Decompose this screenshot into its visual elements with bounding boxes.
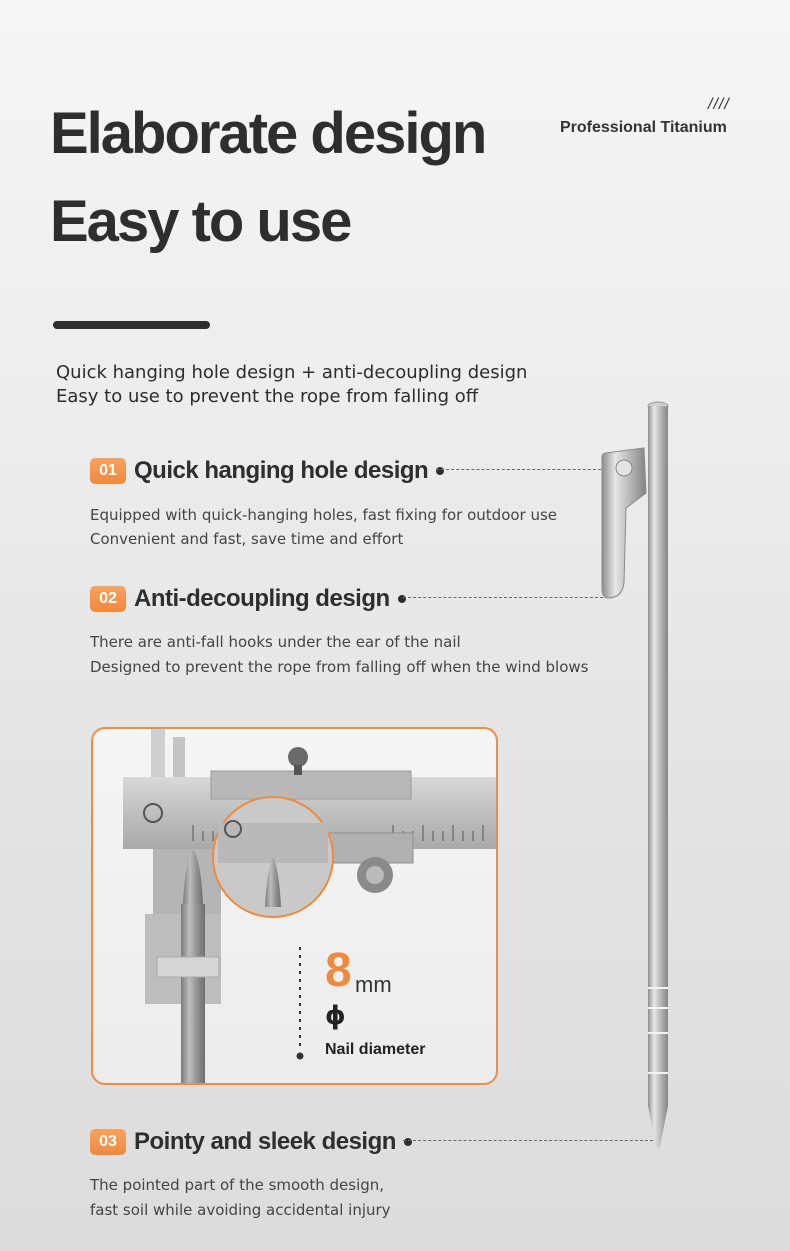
pointed-tip	[648, 1106, 668, 1148]
nail-shaft	[181, 904, 205, 1085]
thumb-screw	[288, 747, 308, 767]
jaw-tip	[151, 729, 165, 779]
feature-title: Anti-decoupling design	[134, 585, 390, 612]
feature-01-desc-line1: Equipped with quick-hanging holes, fast fixing for outdoor use	[90, 506, 558, 524]
leader-line	[436, 469, 606, 470]
leader-line	[403, 597, 608, 598]
feature-03-desc-line1: The pointed part of the smooth design,	[90, 1176, 385, 1194]
feature-02-heading	[90, 585, 406, 613]
measure-dot	[297, 1053, 304, 1060]
feature-number-badge: 01	[90, 458, 126, 484]
intro-line1: Quick hanging hole design + anti-decoupling design	[56, 362, 528, 383]
diameter-symbol: ϕ	[325, 1001, 346, 1031]
feature-02-desc-line1: There are anti-fall hooks under the ear of the nail	[90, 633, 461, 651]
feature-03-desc-line2: fast soil while avoiding accidental injury	[90, 1201, 391, 1219]
diameter-unit: mm	[355, 972, 392, 997]
feature-title: Quick hanging hole design	[134, 457, 429, 484]
diameter-value: 8	[325, 944, 352, 997]
feature-01-desc-line2: Convenient and fast, save time and effort	[90, 530, 404, 548]
caliper-measurement-photo	[91, 727, 498, 1085]
diameter-label: Nail diameter	[325, 1041, 426, 1058]
feature-02-desc-line2: Designed to prevent the rope from falling off when the wind blows	[90, 658, 589, 676]
titanium-nail-image	[596, 398, 676, 1158]
brand-tagline: Professional Titanium	[560, 119, 727, 136]
feature-01-heading	[90, 457, 444, 485]
main-title-line1: Elaborate design	[50, 101, 486, 166]
main-title-line2: Easy to use	[50, 189, 351, 254]
feature-03-heading	[90, 1128, 412, 1156]
intro-line2: Easy to use to prevent the rope from falling off	[56, 386, 479, 407]
title-divider-bar	[53, 321, 210, 329]
hanging-hole	[616, 460, 632, 476]
caliper-slider	[211, 771, 411, 799]
nail-shaft	[648, 406, 668, 1106]
jaw-tip	[173, 737, 185, 779]
decorative-slashes: ////	[708, 96, 730, 113]
feature-number-badge: 03	[90, 1129, 126, 1155]
jaw-clamp	[157, 957, 219, 977]
feature-title: Pointy and sleek design	[134, 1128, 396, 1155]
feature-number-badge: 02	[90, 586, 126, 612]
caliper-illustration	[93, 729, 498, 1085]
